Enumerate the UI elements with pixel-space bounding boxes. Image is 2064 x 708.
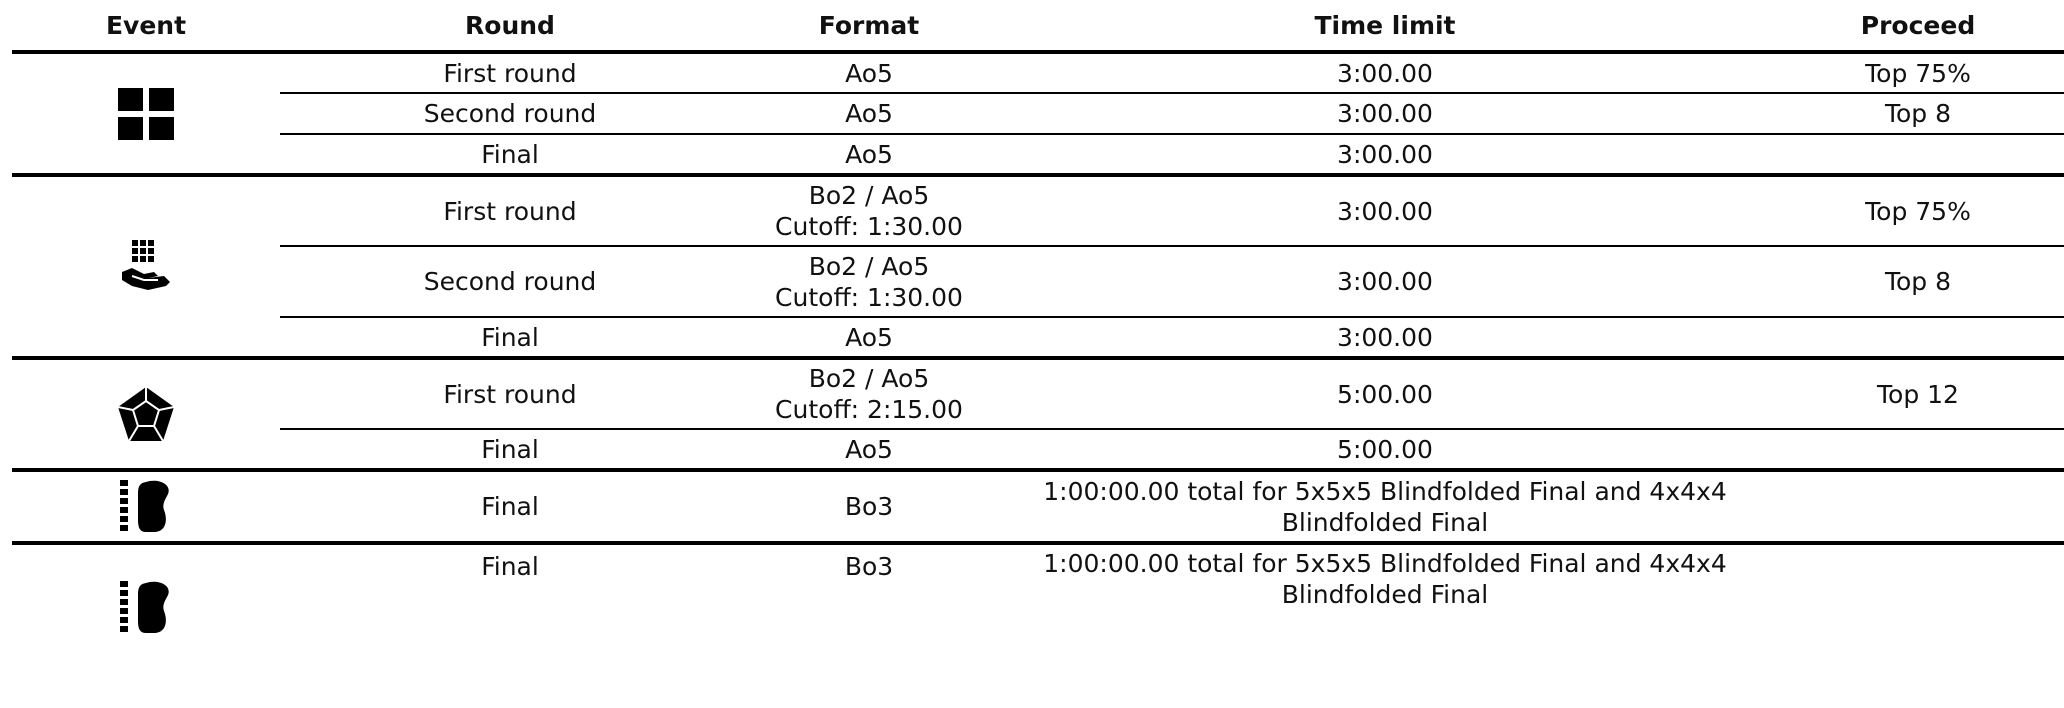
event-cell — [12, 543, 280, 641]
time-limit-cell: 3:00.00 — [998, 317, 1772, 358]
table-row — [12, 175, 2064, 246]
proceed-cell: Top 75% — [1772, 175, 2064, 246]
event-group — [12, 52, 2064, 175]
event-group — [12, 358, 2064, 470]
round-cell: Final — [481, 552, 539, 581]
proceed-cell: Top 75% — [1772, 52, 2064, 93]
round-cell: First round — [280, 358, 740, 429]
one-handed-hand-cube-icon — [118, 240, 174, 294]
proceed-cell — [1772, 317, 2064, 358]
proceed-cell — [1772, 134, 2064, 175]
header-proceed: Proceed — [1772, 0, 2064, 52]
table-row — [12, 470, 2064, 543]
proceed-cell — [1772, 543, 2064, 641]
3x3-multi-blind-grid-icon — [118, 88, 174, 140]
format-cell: Ao5 — [740, 93, 998, 134]
header-time-limit: Time limit — [998, 0, 1772, 52]
round-cell: Final — [280, 470, 740, 543]
format-cell: Ao5 — [740, 134, 998, 175]
proceed-cell — [1772, 470, 2064, 543]
table-row — [12, 93, 2064, 134]
proceed-cell: Top 8 — [1772, 93, 2064, 134]
round-cell: Final — [280, 429, 740, 470]
format-cell: Bo2 / Ao5 Cutoff: 1:30.00 — [740, 175, 998, 246]
round-cell: Final — [280, 134, 740, 175]
format-cell: Bo2 / Ao5 Cutoff: 1:30.00 — [740, 246, 998, 317]
event-group — [12, 470, 2064, 543]
schedule-table — [12, 0, 2064, 641]
table-row — [12, 52, 2064, 93]
table-row — [12, 429, 2064, 470]
round-cell: Second round — [280, 246, 740, 317]
table-row — [12, 358, 2064, 429]
header-row — [12, 0, 2064, 52]
event-cell — [12, 358, 280, 470]
event-group — [12, 175, 2064, 358]
proceed-cell: Top 8 — [1772, 246, 2064, 317]
format-cell: Ao5 — [740, 52, 998, 93]
megaminx-icon — [117, 386, 175, 442]
blindfolded-icon — [120, 581, 172, 635]
format-cell: Ao5 — [740, 317, 998, 358]
event-cell — [12, 175, 280, 358]
time-limit-cell: 5:00.00 — [998, 429, 1772, 470]
round-cell: First round — [280, 175, 740, 246]
round-cell: Final — [280, 317, 740, 358]
blindfolded-icon — [120, 480, 172, 534]
time-limit-cell: 3:00.00 — [998, 246, 1772, 317]
event-group — [12, 543, 2064, 641]
time-limit-cell: 3:00.00 — [998, 52, 1772, 93]
table-row — [12, 134, 2064, 175]
proceed-cell — [1772, 429, 2064, 470]
format-cell: Bo3 — [740, 470, 998, 543]
time-limit-cell: 3:00.00 — [998, 93, 1772, 134]
event-cell — [12, 470, 280, 543]
header-format: Format — [740, 0, 998, 52]
format-cell: Ao5 — [740, 429, 998, 470]
time-limit-cell: 3:00.00 — [998, 134, 1772, 175]
format-cell: Bo3 — [844, 552, 894, 581]
table-row — [12, 246, 2064, 317]
header-event: Event — [12, 0, 280, 52]
proceed-cell: Top 12 — [1772, 358, 2064, 429]
event-cell — [12, 52, 280, 175]
round-cell: Second round — [280, 93, 740, 134]
table-row — [12, 543, 2064, 641]
time-limit-cell: 1:00:00.00 total for 5x5x5 Blindfolded Final and 4x4x4 Blindfolded Final — [1043, 549, 1727, 609]
header-round: Round — [280, 0, 740, 52]
time-limit-cell: 3:00.00 — [998, 175, 1772, 246]
round-cell: First round — [280, 52, 740, 93]
time-limit-cell: 1:00:00.00 total for 5x5x5 Blindfolded Final and 4x4x4 Blindfolded Final — [998, 470, 1772, 543]
table-row — [12, 317, 2064, 358]
time-limit-cell: 5:00.00 — [998, 358, 1772, 429]
format-cell: Bo2 / Ao5 Cutoff: 2:15.00 — [740, 358, 998, 429]
